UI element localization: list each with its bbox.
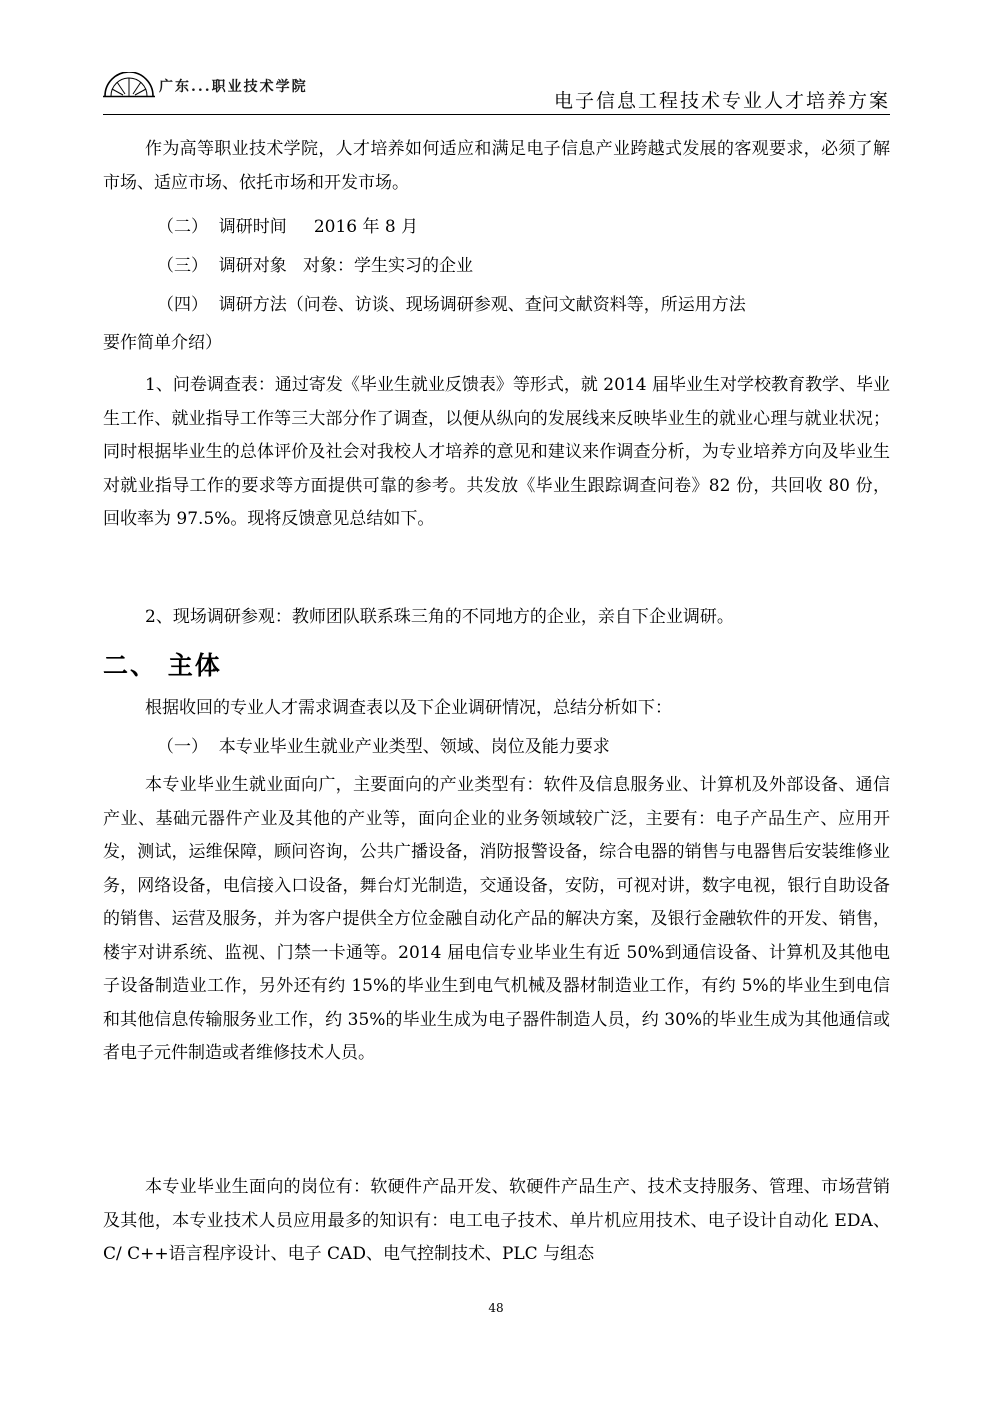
paragraph-survey-method-cont: 要作简单介绍） bbox=[103, 333, 222, 353]
paragraph-questionnaire: 1、问卷调查表：通过寄发《毕业生就业反馈表》等形式，就 2014 届毕业生对学校教育教学、毕业生工作、就业指导工作等三大部分作了调查，以便从纵向的发展线来反映毕业生的就业心理与就业状况；同时根据毕业生的总体评价及社会对我校人才培养的意见和建议来作调查分析，为专业培养方向及毕业生对就业指导工作的要求等方面提供可靠的参考。共发放《毕业生跟踪调查问卷》82 份，共回收 80 份，回收率为 97.5%。现将反馈意见总结如下。 bbox=[103, 375, 890, 529]
paragraph-survey-method: （四） 调研方法（问卷、访谈、现场调研参观、查问文献资料等，所运用方法 bbox=[157, 295, 746, 315]
paragraph-subheading: （一） 本专业毕业生就业产业类型、领域、岗位及能力要求 bbox=[157, 737, 610, 757]
paragraph-positions: 本专业毕业生面向的岗位有：软硬件产品开发、软硬件产品生产、技术支持服务、管理、市场营销及其他，本专业技术人员应用最多的知识有：电工电子技术、单片机应用技术、电子设计自动化 EDA、 C/ C++语言程序设计、电子 CAD、电气控制技术、PLC 与组态 bbox=[103, 1177, 890, 1264]
page-header bbox=[103, 64, 890, 115]
paragraph-intro: 作为高等职业技术学院，人才培养如何适应和满足电子信息产业跨越式发展的客观要求，必须了解市场、适应市场、依托市场和开发市场。 bbox=[103, 139, 890, 193]
header-title: 电子信息工程技术专业人才培养方案 bbox=[553, 90, 890, 112]
paragraph-survey-target: （三） 调研对象 对象：学生实习的企业 bbox=[157, 256, 474, 276]
paragraph-industries: 本专业毕业生就业面向广，主要面向的产业类型有：软件及信息服务业、计算机及外部设备、通信产业、基础元器件产业及其他的产业等，面向企业的业务领域较广泛，主要有：电子产品生产、应用开发，测试，运维保障，顾问咨询，公共广播设备，消防报警设备，综合电器的销售与电器售后安装维修业务，网络设备，电信接入口设备，舞台灯光制造，交通设备，安防，可视对讲，数字电视，银行自助设备的销售、运营及服务，并为客户提供全方位金融自动化产品的解决方案，及银行金融软件的开发、销售，楼宇对讲系统、监视、门禁一卡通等。2014 届电信专业毕业生有近 50%到通信设备、计算机及其他电子设备制造业工作，另外还有约 15%的毕业生到电气机械及器材制造业工作，有约 5%的毕业生到电信和其他信息传输服务业工作，约 35%的毕业生成为电子器件制造人员，约 30%的毕业生成为其他通信或者电子元件制造或者维修技术人员。 bbox=[103, 775, 890, 1063]
header-school-name: 广东...职业技术学院 bbox=[159, 79, 308, 95]
page-number: 48 bbox=[488, 1301, 504, 1315]
section-heading: 二、 主体 bbox=[103, 651, 222, 680]
school-logo-icon bbox=[103, 72, 155, 98]
paragraph-site-visit: 2、现场调研参观：教师团队联系珠三角的不同地方的企业，亲自下企业调研。 bbox=[145, 607, 734, 627]
paragraph-summary: 根据收回的专业人才需求调查表以及下企业调研情况，总结分析如下： bbox=[145, 698, 672, 718]
paragraph-survey-time: （二） 调研时间 2016 年 8 月 bbox=[157, 217, 419, 237]
